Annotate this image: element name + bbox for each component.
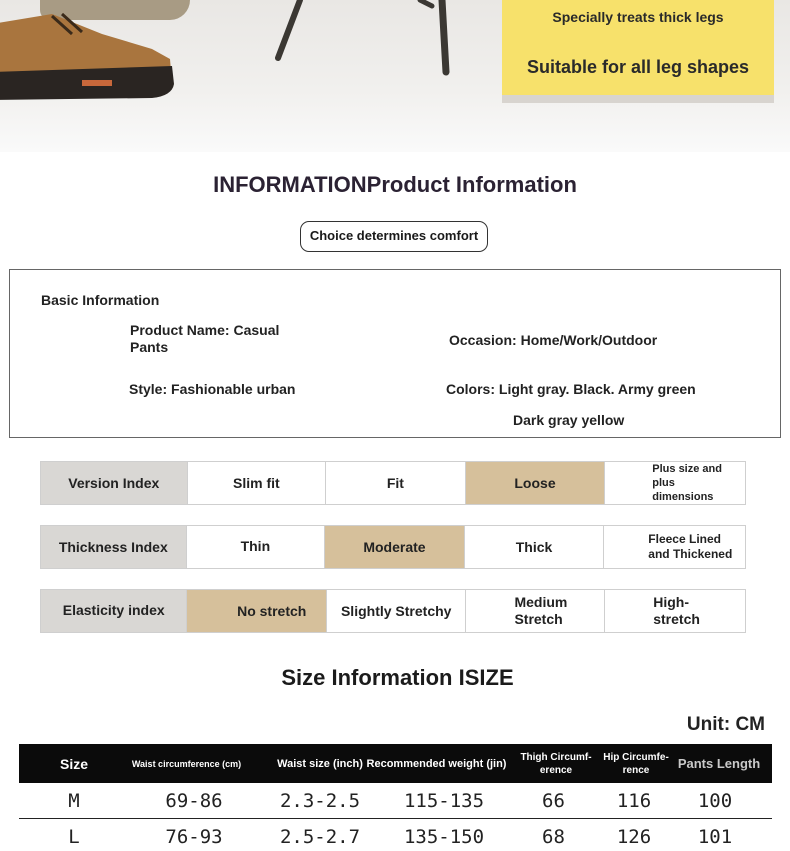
header-waist-size: Waist size (inch) (277, 757, 363, 770)
basic-info-heading: Basic Information (41, 292, 160, 308)
header-waist-circumference: Waist circumference (cm) (131, 758, 242, 769)
elasticity-option: High-stretch (653, 594, 700, 627)
section-title: INFORMATIONProduct Information (213, 172, 577, 197)
cell-recommended-weight: 115-135 (403, 790, 485, 812)
thickness-index-row (40, 525, 746, 569)
thickness-option: Fleece Lined and Thickened (648, 532, 733, 561)
thickness-option: Thick (465, 526, 605, 568)
cell-hip: 116 (616, 790, 652, 812)
cell-waist-circumference: 76-93 (165, 826, 223, 848)
header-hip-circumference: Hip Circumfe-rence (603, 751, 669, 776)
header-recommended-weight: Recommended weight (jin) (366, 757, 507, 770)
elasticity-option: Medium Stretch (466, 590, 605, 632)
occasion: Occasion: Home/Work/Outdoor (449, 332, 658, 348)
promo-line-1: Specially treats thick legs (552, 9, 724, 25)
product-hero-image (0, 0, 790, 152)
table-row (19, 783, 772, 819)
elasticity-option-selected: No stretch (187, 590, 327, 632)
cell-waist-circumference: 69-86 (165, 790, 223, 812)
basic-information-box (9, 269, 781, 438)
version-option: Plus size and plus dimensions (652, 463, 722, 503)
version-index-label: Version Index (41, 462, 188, 504)
header-size: Size (59, 755, 88, 772)
table-row (19, 819, 772, 851)
elasticity-index-row (40, 589, 746, 633)
thickness-index-label: Thickness Index (41, 526, 187, 568)
cell-thigh: 68 (542, 826, 565, 848)
colors: Colors: Light gray. Black. Army green (446, 381, 696, 397)
size-information-title: Size Information ISIZE (281, 665, 514, 690)
chair-legs-image (270, 0, 480, 80)
version-index-row (40, 461, 746, 505)
size-table-header (19, 744, 772, 783)
promo-banner (502, 0, 774, 103)
style: Style: Fashionable urban (129, 381, 296, 397)
boot-image (0, 4, 182, 104)
promo-line-2: Suitable for all leg shapes (526, 57, 750, 77)
colors-continued: Dark gray yellow (513, 412, 625, 428)
cell-size: M (68, 790, 80, 812)
thickness-option-selected: Moderate (325, 526, 465, 568)
cell-pants-length: 100 (697, 790, 733, 812)
cell-size: L (68, 826, 80, 848)
header-thigh-circumference: Thigh Circumf-erence (520, 751, 592, 776)
elasticity-option: Slightly Stretchy (327, 590, 466, 632)
version-option: Fit (326, 462, 466, 504)
header-pants-length: Pants Length (677, 756, 761, 771)
comfort-pill: Choice determines comfort (300, 221, 488, 252)
unit-label: Unit: CM (686, 714, 765, 735)
cell-waist-size: 2.5-2.7 (279, 826, 361, 848)
cell-hip: 126 (616, 826, 652, 848)
cell-thigh: 66 (542, 790, 565, 812)
version-option-selected: Loose (466, 462, 606, 504)
elasticity-index-label: Elasticity index (41, 590, 187, 632)
cell-waist-size: 2.3-2.5 (279, 790, 361, 812)
product-name: Product Name: Casual Pants (130, 322, 280, 355)
thickness-option: Thin (187, 526, 326, 568)
cell-recommended-weight: 135-150 (403, 826, 485, 848)
cell-pants-length: 101 (697, 826, 733, 848)
version-option: Slim fit (188, 462, 327, 504)
